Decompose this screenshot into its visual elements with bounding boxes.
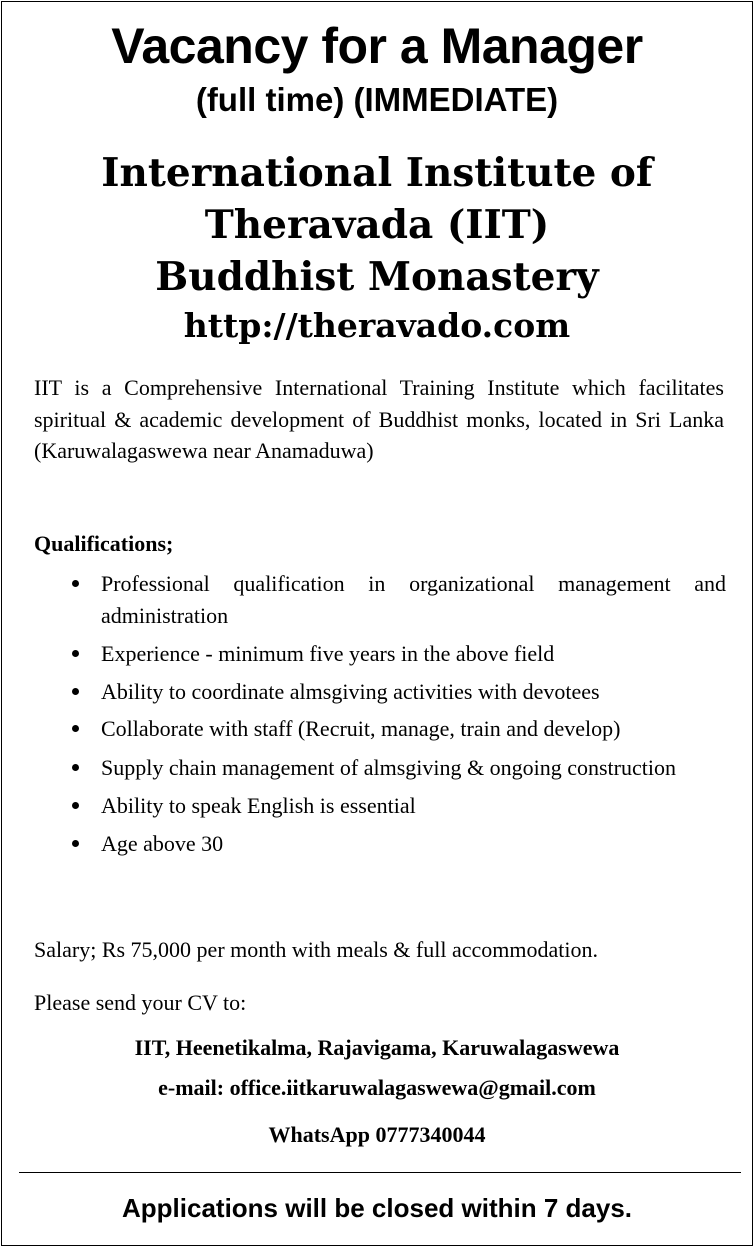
qualification-item	[34, 713, 726, 745]
qualification-item	[34, 568, 726, 631]
org-name-line-3: Buddhist Monastery	[155, 254, 599, 300]
qualification-text: Professional qualification in organizational management and administration	[101, 571, 726, 628]
bullet-icon	[72, 650, 79, 657]
qualification-text: Collaborate with staff (Recruit, manage, train and develop)	[101, 716, 621, 741]
qualification-text: Supply chain management of almsgiving & ongoing construction	[101, 754, 676, 780]
org-name-line-1: International Institute of	[101, 150, 653, 196]
qualification-item	[34, 752, 726, 784]
vacancy-title: Vacancy for a Manager	[111, 18, 643, 74]
qualification-text: Age above 30	[101, 830, 224, 856]
qualification-text: Ability to speak English is essential	[101, 793, 416, 818]
qualification-item	[34, 638, 726, 670]
qualification-item	[34, 790, 726, 822]
advertisement-frame	[1, 1, 753, 1246]
email-address[interactable]: e-mail: office.iitkaruwalagaswewa@gmail.com	[158, 1075, 596, 1100]
divider-line	[19, 1172, 741, 1173]
bullet-icon	[72, 840, 79, 847]
bullet-icon	[72, 802, 79, 809]
intro-paragraph: IIT is a Comprehensive International Training Institute which facilitates spiritual & academic development of Buddhist monks, located in Sri Lanka (Karuwalagaswewa near Anamaduwa)	[34, 375, 724, 463]
bullet-icon	[72, 580, 79, 587]
vacancy-subtitle: (full time) (IMMEDIATE)	[195, 81, 559, 118]
salary-text: Salary; Rs 75,000 per month with meals & full accommodation.	[34, 937, 598, 962]
qualification-text: Experience - minimum five years in the above field	[101, 641, 555, 666]
qualification-text: Ability to coordinate almsgiving activities with devotees	[101, 678, 600, 704]
qualifications-heading: Qualifications;	[34, 531, 174, 556]
bullet-icon	[72, 688, 79, 695]
org-name-line-2: Theravada (IIT)	[204, 202, 550, 248]
whatsapp-number[interactable]: WhatsApp 0777340044	[268, 1122, 486, 1147]
send-cv-text: Please send your CV to:	[34, 990, 247, 1015]
qualifications-list	[34, 568, 726, 859]
closing-notice: Applications will be closed within 7 days.	[122, 1193, 632, 1223]
qualification-item	[34, 676, 726, 708]
qualification-item	[34, 828, 726, 860]
postal-address: IIT, Heenetikalma, Rajavigama, Karuwalagaswewa	[134, 1035, 620, 1060]
bullet-icon	[72, 725, 79, 732]
bullet-icon	[72, 764, 79, 771]
org-website-link[interactable]: http://theravado.com	[183, 306, 571, 345]
